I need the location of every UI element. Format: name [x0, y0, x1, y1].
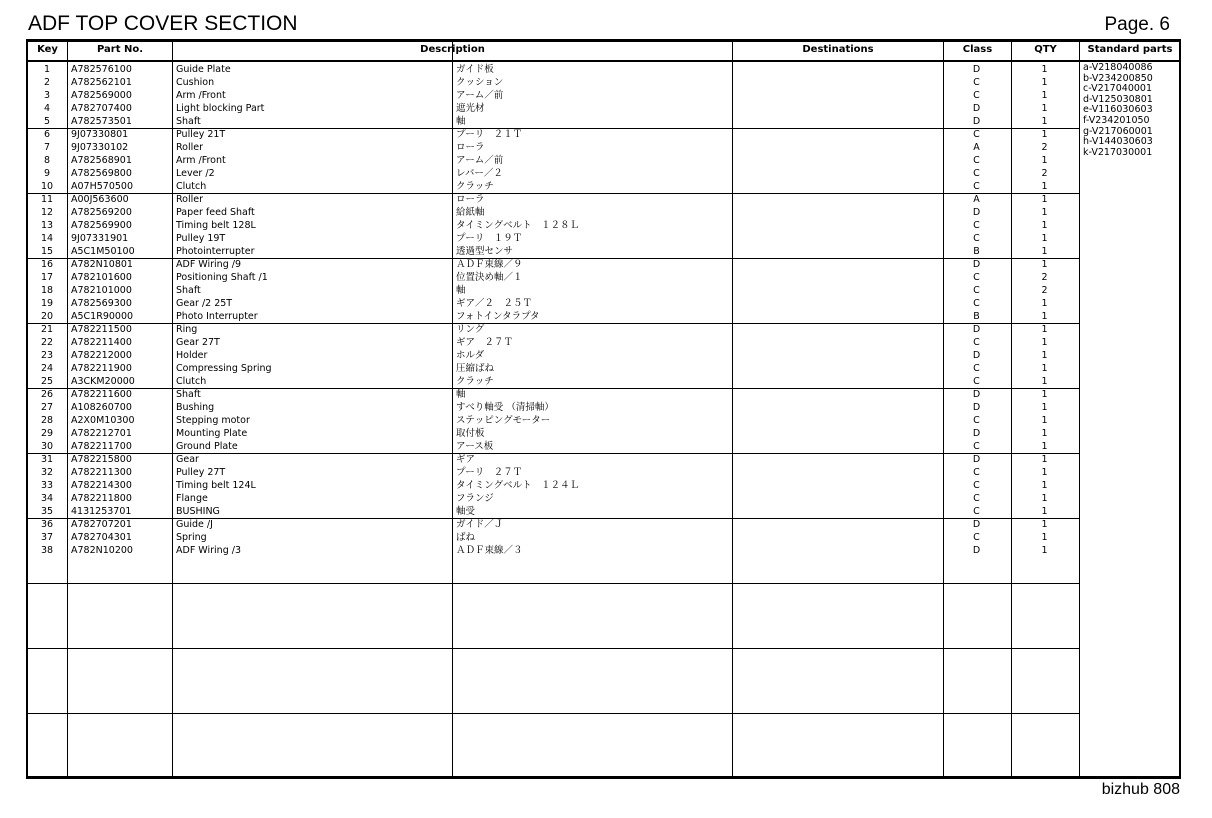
- table-row: [28, 63, 1079, 76]
- standard-part-item: h-V144030603: [1083, 136, 1153, 148]
- row-class: C: [973, 272, 980, 283]
- row-part-no: A07H570500: [71, 181, 133, 192]
- table-row: [28, 544, 1079, 557]
- row-class: A: [973, 194, 980, 205]
- table-row: [28, 427, 1079, 440]
- row-class: D: [972, 545, 981, 556]
- row-key: 36: [40, 519, 54, 530]
- row-class: C: [973, 233, 980, 244]
- table-row: [28, 310, 1079, 323]
- table-row: [28, 388, 1079, 401]
- row-class: C: [973, 532, 980, 543]
- row-class: D: [972, 389, 981, 400]
- row-key: 4: [43, 103, 51, 114]
- row-description: Mounting Plate: [176, 428, 248, 439]
- row-class: D: [972, 207, 981, 218]
- row-qty: 1: [1041, 415, 1048, 426]
- row-qty: 2: [1041, 285, 1048, 296]
- group-divider: [28, 713, 1079, 714]
- row-description: Stepping motor: [176, 415, 250, 426]
- row-description: Gear: [176, 454, 199, 465]
- row-key: 21: [40, 324, 54, 335]
- row-key: 24: [40, 363, 54, 374]
- row-part-no: A00J563600: [71, 194, 129, 205]
- row-part-no: A782707400: [71, 103, 132, 114]
- standard-part-item: k-V217030001: [1083, 146, 1153, 158]
- row-description-jp: ローラ: [456, 194, 485, 205]
- table-row: [28, 323, 1079, 336]
- table-row: [28, 245, 1079, 258]
- row-key: 33: [40, 480, 54, 491]
- table-row: [28, 115, 1079, 128]
- row-part-no: A5C1R90000: [71, 311, 134, 322]
- row-part-no: 9J07330801: [71, 129, 129, 140]
- row-description: Shaft: [176, 285, 201, 296]
- row-description: Timing belt 128L: [176, 220, 256, 231]
- row-qty: 1: [1041, 220, 1048, 231]
- row-qty: 1: [1041, 129, 1048, 140]
- standard-part-item: a-V218040086: [1083, 62, 1153, 73]
- row-description-jp: 圧縮ばね: [456, 363, 495, 374]
- row-description: Ring: [176, 324, 198, 335]
- row-description-jp: タイミングベルト １２４Ｌ: [456, 480, 580, 491]
- row-part-no: 9J07331901: [71, 233, 129, 244]
- row-key: 32: [40, 467, 54, 478]
- row-part-no: A782212000: [71, 350, 132, 361]
- row-qty: 1: [1041, 298, 1048, 309]
- row-key: 17: [40, 272, 54, 283]
- row-class: C: [973, 467, 980, 478]
- row-key: 5: [43, 116, 51, 127]
- row-part-no: A782573501: [71, 116, 132, 127]
- row-description: Spring: [176, 532, 207, 543]
- header-key: Key: [37, 44, 58, 55]
- row-description: Guide /J: [176, 519, 213, 530]
- row-part-no: A782562101: [71, 77, 132, 88]
- group-divider: [28, 648, 1079, 649]
- row-key: 15: [40, 246, 54, 257]
- header-rule: [28, 60, 1179, 62]
- row-description: Roller: [176, 194, 204, 205]
- standard-part-item: e-V116030603: [1083, 104, 1153, 116]
- row-key: 30: [40, 441, 54, 452]
- row-qty: 1: [1041, 493, 1048, 504]
- row-description-jp: 取付板: [456, 428, 485, 439]
- row-part-no: A782568901: [71, 155, 132, 166]
- row-class: C: [973, 77, 980, 88]
- table-row: [28, 193, 1079, 206]
- table-row: [28, 440, 1079, 453]
- row-key: 35: [40, 506, 54, 517]
- row-class: D: [972, 519, 981, 530]
- row-key: 1: [43, 64, 51, 75]
- row-description: Lever /2: [176, 168, 215, 179]
- row-part-no: A782N10801: [71, 259, 133, 270]
- row-description-jp: ステッピングモーター: [456, 415, 551, 426]
- row-key: 6: [43, 129, 51, 140]
- row-key: 38: [40, 545, 54, 556]
- header-description: Description: [420, 44, 485, 55]
- row-key: 12: [40, 207, 54, 218]
- row-class: C: [973, 168, 980, 179]
- row-description-jp: 遮光材: [456, 103, 485, 114]
- table-row: [28, 167, 1079, 180]
- row-qty: 1: [1041, 363, 1048, 374]
- row-description-jp: ガイド／Ｊ: [456, 519, 504, 530]
- row-key: 11: [40, 194, 54, 205]
- header-standard-parts: Standard parts: [1087, 44, 1173, 55]
- row-part-no: A782214300: [71, 480, 132, 491]
- row-key: 29: [40, 428, 54, 439]
- row-description: Ground Plate: [176, 441, 238, 452]
- row-qty: 1: [1041, 207, 1048, 218]
- table-row: [28, 154, 1079, 167]
- row-key: 10: [40, 181, 54, 192]
- row-qty: 1: [1041, 194, 1048, 205]
- row-description-jp: すべり軸受 （清掃軸）: [456, 402, 554, 413]
- row-description-jp: ローラ: [456, 142, 485, 153]
- row-description: Positioning Shaft /1: [176, 272, 268, 283]
- row-description-jp: ホルダ: [456, 350, 485, 361]
- row-class: B: [973, 311, 980, 322]
- table-row: [28, 297, 1079, 310]
- model-name: bizhub 808: [1101, 781, 1180, 798]
- row-part-no: A782N10200: [71, 545, 133, 556]
- row-qty: 1: [1041, 64, 1048, 75]
- standard-part-item: c-V217040001: [1083, 83, 1152, 95]
- row-key: 7: [43, 142, 51, 153]
- row-description-jp: 給紙軸: [456, 207, 485, 218]
- table-row: [28, 284, 1079, 297]
- row-qty: 1: [1041, 467, 1048, 478]
- row-description: Photointerrupter: [176, 246, 255, 257]
- row-description: Arm /Front: [176, 90, 226, 101]
- row-qty: 1: [1041, 155, 1048, 166]
- row-description-jp: ＡＤＦ束線／３: [456, 545, 523, 556]
- row-part-no: A782211800: [71, 493, 132, 504]
- row-qty: 1: [1041, 103, 1048, 114]
- row-qty: 1: [1041, 506, 1048, 517]
- page-number: Page. 6: [1104, 14, 1170, 35]
- row-key: 3: [43, 90, 51, 101]
- row-qty: 1: [1041, 402, 1048, 413]
- row-key: 37: [40, 532, 54, 543]
- row-key: 20: [40, 311, 54, 322]
- row-description: Shaft: [176, 116, 201, 127]
- table-row: [28, 141, 1079, 154]
- table-row: [28, 206, 1079, 219]
- row-class: D: [972, 454, 981, 465]
- row-class: C: [973, 441, 980, 452]
- column-divider: [1079, 42, 1080, 776]
- table-row: [28, 414, 1079, 427]
- row-description-jp: アース板: [456, 441, 494, 452]
- row-qty: 1: [1041, 350, 1048, 361]
- row-class: C: [973, 220, 980, 231]
- row-qty: 1: [1041, 259, 1048, 270]
- row-qty: 1: [1041, 389, 1048, 400]
- row-description: Gear /2 25T: [176, 298, 233, 309]
- header-destinations: Destinations: [802, 44, 874, 55]
- row-qty: 1: [1041, 246, 1048, 257]
- table-row: [28, 271, 1079, 284]
- row-qty: 1: [1041, 311, 1048, 322]
- row-description-jp: クラッチ: [456, 181, 494, 192]
- row-class: D: [972, 428, 981, 439]
- row-class: C: [973, 506, 980, 517]
- row-description-jp: ギア／２ ２５Ｔ: [456, 298, 533, 309]
- row-description: Cushion: [176, 77, 215, 88]
- row-description-jp: フランジ: [456, 493, 494, 504]
- row-description-jp: プーリ ２７Ｔ: [456, 467, 523, 478]
- row-key: 27: [40, 402, 54, 413]
- header-part-no: Part No.: [96, 44, 144, 55]
- row-class: D: [972, 116, 981, 127]
- table-row: [28, 76, 1079, 89]
- row-part-no: A782704301: [71, 532, 132, 543]
- row-class: D: [972, 402, 981, 413]
- row-qty: 1: [1041, 519, 1048, 530]
- row-qty: 2: [1041, 272, 1048, 283]
- table-body: [28, 63, 1079, 557]
- row-class: C: [973, 298, 980, 309]
- row-class: D: [972, 259, 981, 270]
- row-description: ADF Wiring /9: [176, 259, 241, 270]
- row-part-no: A782101000: [71, 285, 132, 296]
- table-row: [28, 401, 1079, 414]
- row-description-jp: ＡＤＦ束線／９: [456, 259, 523, 270]
- row-description: Paper feed Shaft: [176, 207, 255, 218]
- standard-part-item: g-V217060001: [1083, 125, 1153, 137]
- row-description-jp: 軸: [456, 389, 466, 400]
- row-description: Roller: [176, 142, 204, 153]
- row-key: 8: [43, 155, 51, 166]
- table-row: [28, 102, 1079, 115]
- table-row: [28, 219, 1079, 232]
- row-qty: 1: [1041, 480, 1048, 491]
- row-part-no: A782211400: [71, 337, 132, 348]
- row-description-jp: ガイド板: [456, 64, 494, 75]
- group-divider: [28, 583, 1079, 584]
- row-description-jp: プーリ １９Ｔ: [456, 233, 523, 244]
- standard-parts-list: [1083, 63, 1153, 158]
- row-class: B: [973, 246, 980, 257]
- row-class: D: [972, 324, 981, 335]
- row-description-jp: フォトインタラプタ: [456, 311, 540, 322]
- row-description-jp: クッション: [456, 77, 504, 88]
- row-class: C: [973, 493, 980, 504]
- row-description: Pulley 27T: [176, 467, 226, 478]
- row-qty: 1: [1041, 376, 1048, 387]
- table-row: [28, 89, 1079, 102]
- row-class: C: [973, 376, 980, 387]
- table-row: [28, 505, 1079, 518]
- table-row: [28, 479, 1079, 492]
- row-class: C: [973, 181, 980, 192]
- row-part-no: A2X0M10300: [71, 415, 135, 426]
- table-row: [28, 466, 1079, 479]
- row-description-jp: 透過型センサ: [456, 246, 514, 257]
- row-part-no: A782569200: [71, 207, 132, 218]
- row-description-jp: ばね: [456, 532, 476, 543]
- row-description: Guide Plate: [176, 64, 231, 75]
- row-part-no: A782211700: [71, 441, 132, 452]
- row-class: D: [972, 103, 981, 114]
- row-description: Clutch: [176, 181, 207, 192]
- row-class: C: [973, 480, 980, 491]
- table-row: [28, 336, 1079, 349]
- row-part-no: A782215800: [71, 454, 132, 465]
- row-part-no: A782707201: [71, 519, 132, 530]
- row-qty: 1: [1041, 116, 1048, 127]
- standard-part-item: f-V234201050: [1083, 114, 1150, 126]
- row-description-jp: アーム／前: [456, 155, 504, 166]
- page-title: ADF TOP COVER SECTION: [28, 12, 298, 35]
- row-description-jp: ギア ２７Ｔ: [456, 337, 514, 348]
- row-description-jp: 位置決め軸／１: [456, 272, 523, 283]
- row-description-jp: タイミングベルト １２８Ｌ: [456, 220, 580, 231]
- row-description: Flange: [176, 493, 208, 504]
- row-qty: 1: [1041, 77, 1048, 88]
- row-part-no: A782569000: [71, 90, 132, 101]
- row-part-no: A5C1M50100: [71, 246, 135, 257]
- row-qty: 1: [1041, 337, 1048, 348]
- row-part-no: A782569900: [71, 220, 132, 231]
- row-qty: 2: [1041, 168, 1048, 179]
- row-description: Pulley 19T: [176, 233, 226, 244]
- row-qty: 1: [1041, 181, 1048, 192]
- row-description-jp: ギア: [456, 454, 476, 465]
- row-description: Shaft: [176, 389, 201, 400]
- standard-part-item: b-V234200850: [1083, 72, 1153, 84]
- row-part-no: A782211500: [71, 324, 132, 335]
- row-description-jp: アーム／前: [456, 90, 504, 101]
- row-description: Clutch: [176, 376, 207, 387]
- row-part-no: 9J07330102: [71, 142, 129, 153]
- row-key: 16: [40, 259, 54, 270]
- row-class: D: [972, 350, 981, 361]
- table-row: [28, 362, 1079, 375]
- table-row: [28, 258, 1079, 271]
- table-row: [28, 349, 1079, 362]
- row-description: Timing belt 124L: [176, 480, 256, 491]
- row-part-no: A782211600: [71, 389, 132, 400]
- row-key: 26: [40, 389, 54, 400]
- table-row: [28, 531, 1079, 544]
- row-description: ADF Wiring /3: [176, 545, 241, 556]
- row-key: 19: [40, 298, 54, 309]
- row-class: C: [973, 337, 980, 348]
- row-class: A: [973, 142, 980, 153]
- row-key: 31: [40, 454, 54, 465]
- row-qty: 1: [1041, 454, 1048, 465]
- row-class: C: [973, 363, 980, 374]
- row-description-jp: プーリ ２１Ｔ: [456, 129, 523, 140]
- row-qty: 1: [1041, 324, 1048, 335]
- row-part-no: A782211900: [71, 363, 132, 374]
- row-qty: 1: [1041, 532, 1048, 543]
- row-description: Photo Interrupter: [176, 311, 258, 322]
- row-class: C: [973, 155, 980, 166]
- table-row: [28, 492, 1079, 505]
- row-qty: 1: [1041, 545, 1048, 556]
- row-class: C: [973, 285, 980, 296]
- row-part-no: A782101600: [71, 272, 132, 283]
- row-part-no: A782569800: [71, 168, 132, 179]
- row-description: Compressing Spring: [176, 363, 272, 374]
- row-description-jp: クラッチ: [456, 376, 494, 387]
- row-key: 9: [43, 168, 51, 179]
- row-part-no: A3CKM20000: [71, 376, 135, 387]
- row-description-jp: レバー／２: [456, 168, 503, 179]
- row-description-jp: 軸: [456, 116, 466, 127]
- table-row: [28, 232, 1079, 245]
- row-key: 25: [40, 376, 54, 387]
- row-description: BUSHING: [176, 506, 220, 517]
- row-key: 34: [40, 493, 54, 504]
- row-key: 22: [40, 337, 54, 348]
- row-part-no: A782212701: [71, 428, 132, 439]
- row-part-no: A782211300: [71, 467, 132, 478]
- header-qty: QTY: [1034, 44, 1057, 55]
- table-row: [28, 453, 1079, 466]
- standard-part-item: d-V125030801: [1083, 93, 1153, 105]
- header-class: Class: [962, 44, 993, 55]
- row-key: 13: [40, 220, 54, 231]
- row-description-jp: 軸: [456, 285, 466, 296]
- row-description: Holder: [176, 350, 208, 361]
- row-key: 2: [43, 77, 51, 88]
- row-key: 18: [40, 285, 54, 296]
- row-class: C: [973, 415, 980, 426]
- row-qty: 1: [1041, 428, 1048, 439]
- row-qty: 1: [1041, 233, 1048, 244]
- row-part-no: A782569300: [71, 298, 132, 309]
- row-class: C: [973, 129, 980, 140]
- table-row: [28, 375, 1079, 388]
- row-key: 14: [40, 233, 54, 244]
- row-description: Pulley 21T: [176, 129, 226, 140]
- row-class: C: [973, 90, 980, 101]
- row-description: Bushing: [176, 402, 215, 413]
- table-row: [28, 180, 1079, 193]
- row-part-no: A108260700: [71, 402, 132, 413]
- row-part-no: 4131253701: [71, 506, 132, 517]
- row-description: Gear 27T: [176, 337, 220, 348]
- row-description-jp: 軸受: [456, 506, 476, 517]
- row-class: D: [972, 64, 981, 75]
- row-description: Arm /Front: [176, 155, 226, 166]
- row-key: 23: [40, 350, 54, 361]
- row-description-jp: リング: [456, 324, 485, 335]
- row-qty: 2: [1041, 142, 1048, 153]
- row-description: Light blocking Part: [176, 103, 265, 114]
- parts-table: [26, 39, 1181, 779]
- row-key: 28: [40, 415, 54, 426]
- row-part-no: A782576100: [71, 64, 132, 75]
- table-row: [28, 128, 1079, 141]
- row-qty: 1: [1041, 441, 1048, 452]
- table-row: [28, 518, 1079, 531]
- row-qty: 1: [1041, 90, 1048, 101]
